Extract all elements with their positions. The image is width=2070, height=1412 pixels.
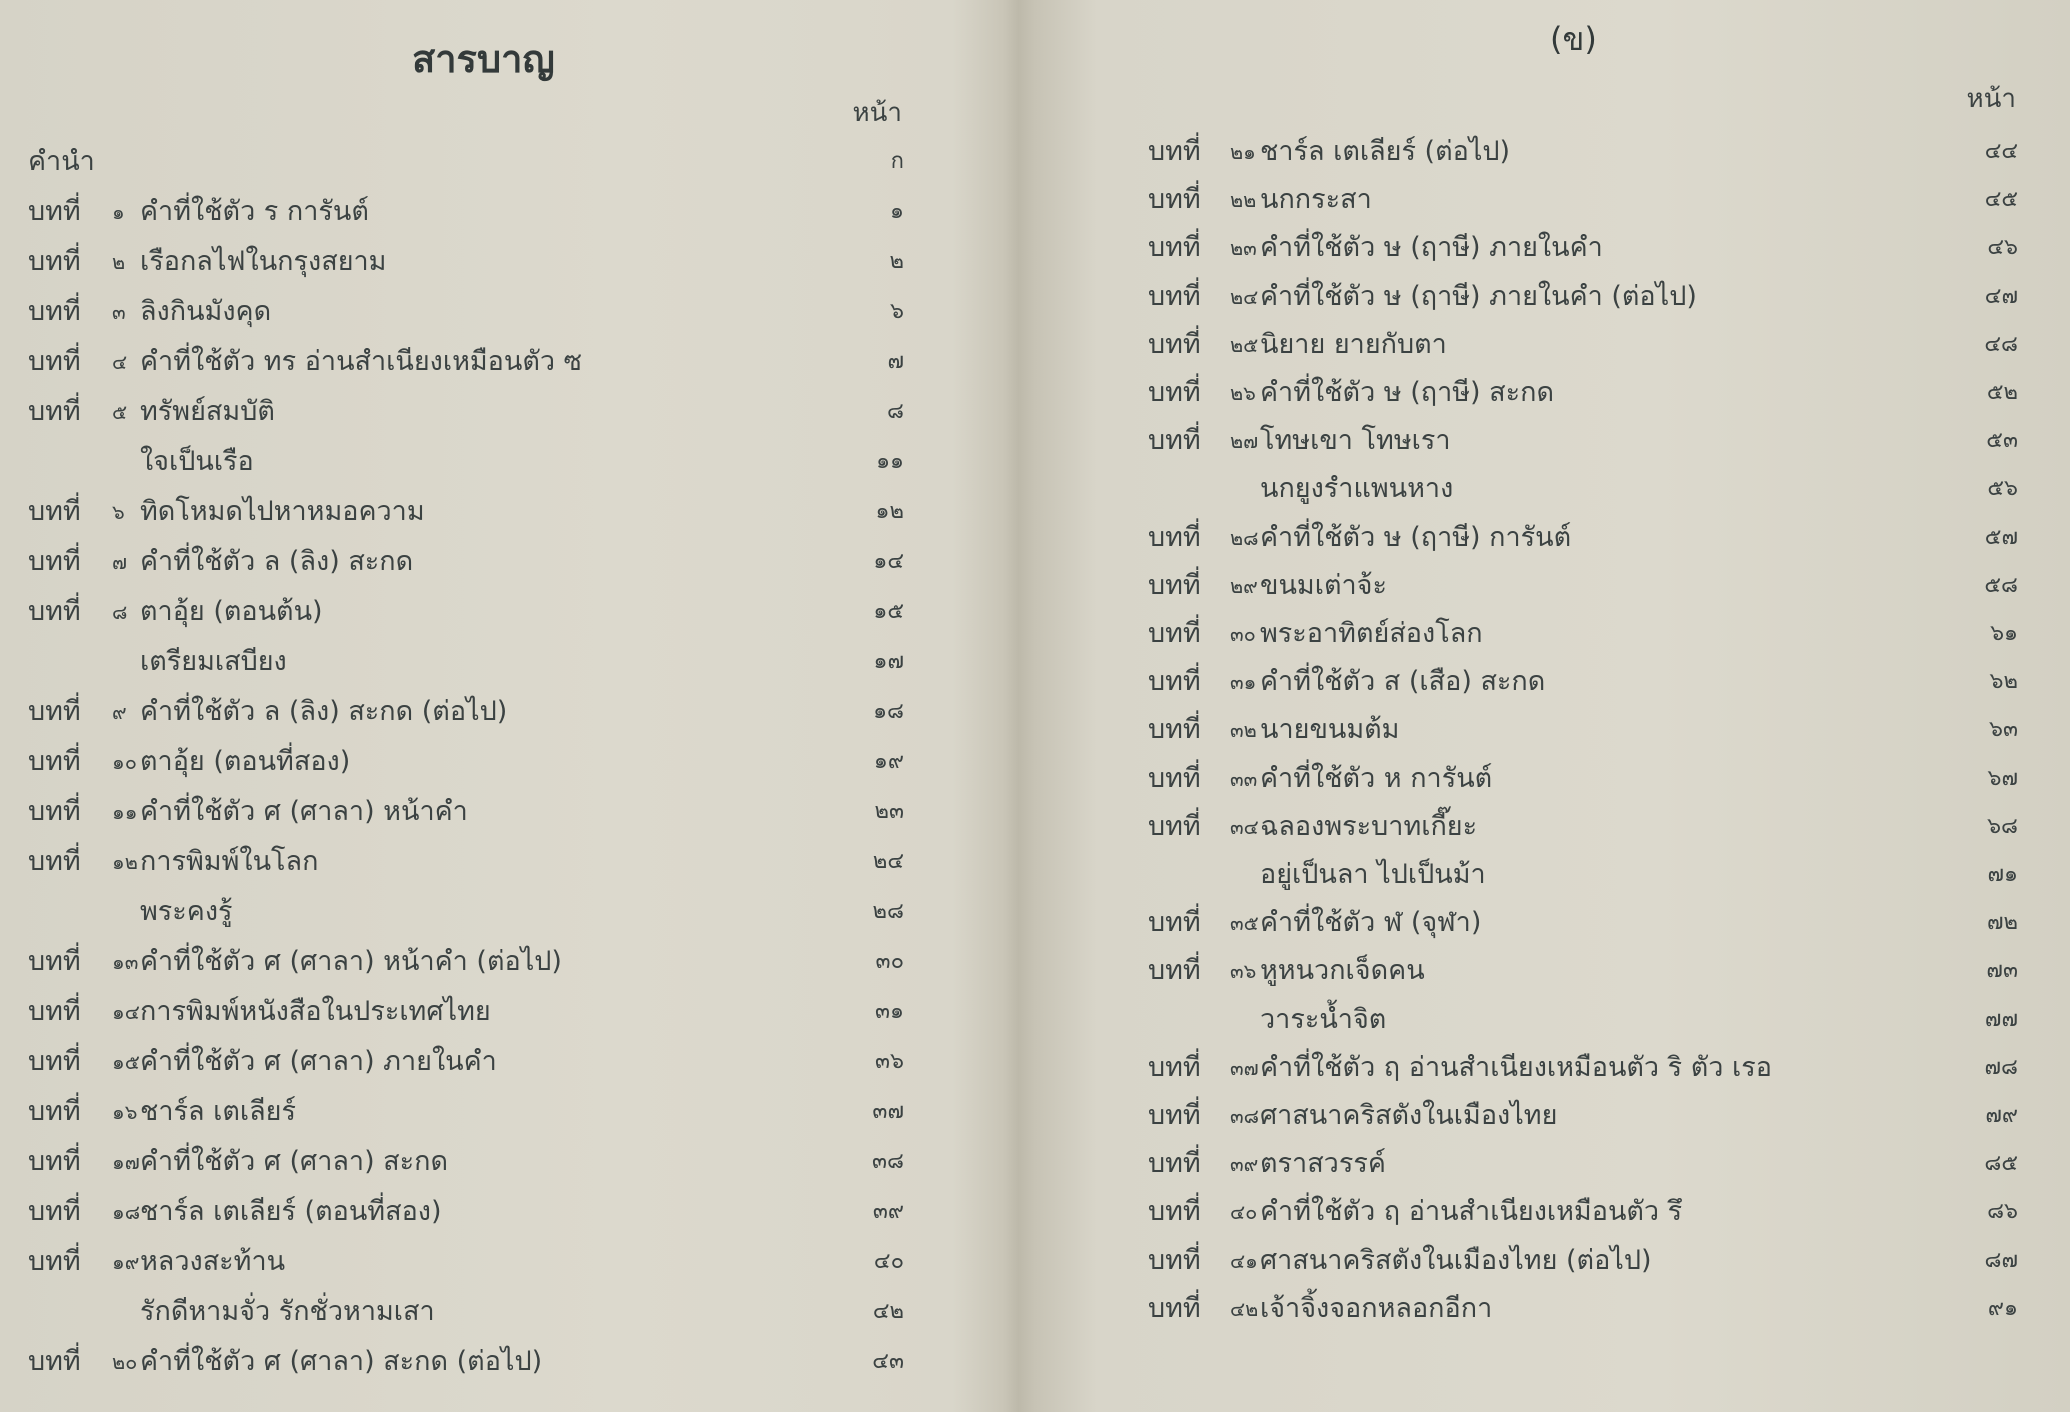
chapter-title: คำที่ใช้ตัว ทร อ่านสำเนียงเหมือนตัว ซ [140, 346, 582, 377]
chapter-title: นายขนมต้ม [1260, 714, 1400, 746]
toc-entry [28, 240, 904, 284]
chapter-number: ๑๕ [112, 1050, 140, 1074]
toc-entry [1148, 1046, 2018, 1090]
chapter-number: ๒๗ [1230, 429, 1259, 454]
toc-entry [28, 1090, 904, 1134]
toc-entry [28, 140, 904, 184]
chapter-title: ทิดโหมดไปหาหมอความ [140, 496, 425, 527]
chapter-label: บทที่ [1148, 184, 1201, 216]
chapter-number: ๑ [112, 200, 125, 224]
chapter-title: คำที่ใช้ตัว ล (ลิง) สะกด [140, 546, 414, 577]
toc-entry [1148, 998, 2018, 1042]
chapter-label: บทที่ [1148, 1100, 1201, 1131]
page-number: ๑๘ [873, 699, 904, 724]
page-number: ๖๗ [1987, 765, 2018, 791]
page-number: ๕๗ [1984, 524, 2018, 550]
chapter-number: ๔๑ [1230, 1248, 1258, 1273]
page-column-header: หน้า [852, 98, 902, 128]
toc-entry [28, 1040, 904, 1084]
toc-entry [28, 290, 904, 334]
chapter-title: ชาร์ล เตเลียร์ (ต่อไป) [1260, 136, 1511, 167]
toc-entry [1148, 467, 2018, 511]
page-number: ๒ [889, 249, 904, 274]
chapter-label: บทที่ [28, 996, 81, 1027]
page-number: ๓๑ [874, 999, 904, 1024]
page-number: ๖๒ [1989, 669, 2018, 695]
chapter-label: บทที่ [1148, 521, 1201, 553]
chapter-label: บทที่ [1148, 666, 1201, 698]
page-number: ๓๗ [872, 1099, 904, 1124]
chapter-number: ๗ [112, 550, 128, 574]
toc-entry [28, 640, 904, 684]
toc-entry [28, 790, 904, 834]
toc-entry [28, 890, 904, 934]
chapter-number: ๓๕ [1230, 911, 1259, 936]
page-number: ๔๐ [873, 1249, 904, 1274]
chapter-label: บทที่ [28, 246, 81, 277]
toc-entry [1148, 660, 2018, 704]
toc-entry [1148, 226, 2018, 270]
chapter-number: ๑๘ [112, 1200, 141, 1224]
chapter-label: บทที่ [28, 396, 81, 427]
chapter-number: ๓๓ [1230, 766, 1258, 791]
chapter-title: คำที่ใช้ตัว ศ (ศาลา) สะกด (ต่อไป) [140, 1346, 543, 1377]
toc-entry [1148, 1287, 2018, 1331]
page-number: ๑๗ [873, 649, 904, 674]
page-number: ๒๓ [874, 799, 904, 824]
page-number: ๑๙ [873, 749, 904, 774]
chapter-label: บทที่ [28, 496, 81, 527]
toc-entry [28, 490, 904, 534]
toc-entry [1148, 853, 2018, 897]
chapter-label: บทที่ [1148, 1148, 1201, 1180]
chapter-number: ๓๐ [1230, 622, 1256, 646]
page-number: ๗ [887, 349, 904, 374]
page-number: ๔๘ [1984, 331, 2018, 357]
chapter-title: ทรัพย์สมบัติ [140, 396, 275, 427]
page-number: ๓๘ [871, 1149, 904, 1174]
chapter-label: บทที่ [1148, 328, 1201, 360]
chapter-number: ๔๒ [1230, 1296, 1259, 1321]
chapter-label: บทที่ [28, 546, 81, 577]
chapter-label: บทที่ [28, 196, 81, 227]
toc-entry [28, 340, 904, 384]
chapter-number: ๓ [112, 300, 126, 324]
toc-entry [1148, 757, 2018, 801]
chapter-label: บทที่ [28, 846, 81, 877]
toc-entry [1148, 516, 2018, 560]
chapter-label: บทที่ [1148, 907, 1201, 939]
toc-entry [28, 940, 904, 984]
chapter-title: รักดีหามจั่ว รักชั่วหามเสา [140, 1296, 435, 1327]
chapter-number: ๑๐ [112, 750, 137, 774]
toc-entry [1148, 708, 2018, 752]
toc-entry [28, 740, 904, 784]
chapter-title: คำที่ใช้ตัว ศ (ศาลา) หน้าคำ (ต่อไป) [140, 946, 562, 977]
page-number: ๕๘ [1984, 572, 2018, 598]
page-number: ๑๑ [876, 449, 904, 474]
toc-entry [28, 440, 904, 484]
chapter-title: คำที่ใช้ตัว ศ (ศาลา) ภายในคำ [140, 1046, 497, 1077]
toc-entry [1148, 949, 2018, 993]
chapter-number: ๓๔ [1230, 814, 1259, 839]
page-number: ๑๔ [873, 549, 904, 574]
chapter-title: การพิมพ์หนังสือในประเทศไทย [140, 996, 491, 1027]
chapter-label: บทที่ [28, 1046, 81, 1077]
page-number: ๓๖ [874, 1049, 904, 1074]
toc-entry [28, 1190, 904, 1234]
page-number: ๖๑ [1990, 621, 2018, 646]
toc-entry [1148, 1239, 2018, 1283]
chapter-number: ๒ [112, 250, 126, 274]
page-number: ๘ [887, 399, 904, 424]
page-number: ๑๒ [875, 499, 904, 524]
page-number: ๑๕ [873, 599, 904, 624]
page-number: ๗๑ [1987, 862, 2018, 887]
chapter-number: ๑๙ [112, 1250, 140, 1274]
chapter-title: คำที่ใช้ตัว ษ (ฤาษี) ภายในคำ [1260, 232, 1603, 264]
chapter-label: บทที่ [28, 796, 81, 827]
toc-entry [28, 990, 904, 1034]
toc-entry [28, 840, 904, 884]
chapter-label: บทที่ [28, 1346, 81, 1377]
toc-entry [1148, 419, 2018, 463]
page-number: ๔๗ [1984, 283, 2018, 309]
chapter-title: ชาร์ล เตเลียร์ [140, 1096, 296, 1127]
chapter-label: บทที่ [1148, 136, 1201, 167]
chapter-title: คำที่ใช้ตัว ร การันต์ [140, 196, 369, 227]
chapter-number: ๑๓ [112, 950, 139, 974]
chapter-number: ๑๗ [112, 1150, 140, 1174]
page-number: ๔๓ [872, 1349, 904, 1374]
toc-entry [1148, 901, 2018, 945]
chapter-number: ๓๘ [1230, 1104, 1260, 1128]
chapter-label: บทที่ [1148, 569, 1201, 601]
chapter-number: ๒๓ [1230, 236, 1257, 261]
chapter-label: บทที่ [28, 1146, 81, 1177]
toc-entry [1148, 612, 2018, 656]
page-number: ๗๗ [1984, 1006, 2018, 1032]
chapter-title: พระคงรู้ [140, 896, 233, 927]
page-number: ๗๓ [1986, 958, 2018, 984]
toc-entry [28, 1240, 904, 1284]
toc-entry [28, 690, 904, 734]
toc-entry [1148, 805, 2018, 849]
chapter-label: บทที่ [1148, 425, 1201, 457]
chapter-label: บทที่ [1148, 714, 1201, 746]
chapter-label: บทที่ [28, 1196, 81, 1227]
page-number: ๔๔ [1984, 139, 2018, 164]
chapter-title: ขนมเต่าจ้ะ [1260, 569, 1387, 601]
chapter-label: บทที่ [1148, 377, 1201, 408]
page-number: ๘๗ [1984, 1247, 2018, 1273]
chapter-title: ลิงกินมังคุด [140, 296, 272, 327]
chapter-number: ๒๖ [1230, 381, 1256, 405]
chapter-label: บทที่ [28, 946, 81, 977]
toc-entry [1148, 1190, 2018, 1234]
page-number: ๗๒ [1986, 910, 2018, 936]
toc-entry [28, 1140, 904, 1184]
chapter-number: ๓๒ [1230, 718, 1257, 743]
page-number-label: (ข) [1550, 20, 1597, 58]
chapter-number: ๑๑ [112, 800, 138, 824]
page-number: ๕๓ [1986, 428, 2018, 454]
chapter-title: ตราสวรรค์ [1260, 1148, 1386, 1180]
page-number: ๖๓ [1988, 717, 2018, 743]
chapter-label: บทที่ [1148, 232, 1201, 264]
chapter-title: ตาอุ้ย (ตอนต้น) [140, 596, 323, 627]
chapter-title: ศาสนาคริสตังในเมืองไทย [1260, 1100, 1558, 1131]
left-page [0, 0, 1010, 1412]
toc-entry [28, 1340, 904, 1384]
chapter-title: เรือกลไฟในกรุงสยาม [140, 246, 387, 277]
chapter-number: ๒๙ [1230, 573, 1258, 598]
chapter-label: บทที่ [28, 696, 81, 727]
chapter-title: ชาร์ล เตเลียร์ (ตอนที่สอง) [140, 1196, 442, 1227]
chapter-title: นกกระสา [1260, 184, 1372, 216]
chapter-number: ๑๖ [112, 1100, 138, 1124]
chapter-title: คำที่ใช้ตัว ษ (ฤาษี) การันต์ [1260, 521, 1572, 553]
chapter-title: คำที่ใช้ตัว ฬ (จุฬา) [1260, 907, 1482, 939]
page-number: ๖ [890, 299, 904, 324]
chapter-title: เจ้าจิ้งจอกหลอกอีกา [1260, 1292, 1493, 1324]
chapter-number: ๓๙ [1230, 1152, 1259, 1177]
page-number: ๖๘ [1987, 813, 2018, 839]
chapter-title: คำที่ใช้ตัว ษ (ฤาษี) สะกด [1260, 377, 1555, 408]
chapter-number: ๒๑ [1230, 140, 1256, 164]
chapter-number: ๕ [112, 400, 128, 424]
toc-entry [1148, 371, 2018, 415]
toc-entry [28, 1290, 904, 1334]
page-number: ๘๕ [1984, 1151, 2018, 1177]
chapter-number: ๒๐ [112, 1350, 138, 1374]
chapter-label: บทที่ [1148, 1244, 1201, 1276]
page-title: สารบาญ [412, 37, 555, 81]
toc-entry [1148, 275, 2018, 319]
toc-entry [28, 590, 904, 634]
chapter-title: ฉลองพระบาทเกี๊ยะ [1260, 810, 1478, 842]
chapter-number: ๔ [112, 350, 128, 374]
chapter-title: ศาสนาคริสตังในเมืองไทย (ต่อไป) [1260, 1244, 1652, 1276]
chapter-title: พระอาทิตย์ส่องโลก [1260, 618, 1483, 649]
chapter-number: ๒๔ [1230, 284, 1259, 309]
chapter-title: คำที่ใช้ตัว ศ (ศาลา) หน้าคำ [140, 796, 468, 827]
right-page [1030, 0, 2070, 1412]
chapter-title: ตาอุ้ย (ตอนที่สอง) [140, 746, 351, 777]
chapter-number: ๒๕ [1230, 332, 1259, 357]
chapter-title: คำที่ใช้ตัว ห การันต์ [1260, 762, 1493, 794]
chapter-title: หูหนวกเจ็ดคน [1260, 955, 1425, 987]
page-number: ๓๙ [872, 1199, 904, 1224]
toc-entry [1148, 130, 2018, 174]
chapter-number: ๒๘ [1230, 525, 1259, 550]
page-number: ๗๙ [1985, 1103, 2018, 1128]
chapter-label: บทที่ [28, 1096, 81, 1127]
chapter-label: บทที่ [28, 596, 81, 627]
chapter-title: คำที่ใช้ตัว ส (เสือ) สะกด [1260, 666, 1546, 698]
chapter-title: นกยูงรำแพนหาง [1260, 473, 1454, 505]
chapter-number: ๑๒ [112, 850, 138, 874]
chapter-title: คำที่ใช้ตัว ฤ อ่านสำเนียงเหมือนตัว รึ [1260, 1196, 1683, 1228]
chapter-label: บทที่ [1148, 1292, 1201, 1324]
chapter-number: ๔๐ [1230, 1200, 1258, 1225]
chapter-label: บทที่ [28, 1246, 81, 1277]
chapter-label: บทที่ [1148, 762, 1201, 794]
toc-entry [1148, 323, 2018, 367]
toc-entry [1148, 1094, 2018, 1138]
page-number: ๗๘ [1984, 1054, 2018, 1080]
page-number: ๒๔ [872, 849, 904, 874]
page-number: ๕๖ [1987, 476, 2018, 502]
chapter-title: นิยาย ยายกับตา [1260, 328, 1447, 360]
chapter-label: บทที่ [1148, 1196, 1201, 1228]
page-number: ๔๖ [1987, 235, 2018, 261]
chapter-title: หลวงสะท้าน [140, 1246, 286, 1277]
page-number: ๓๐ [875, 949, 904, 974]
chapter-number: ๙ [112, 700, 127, 724]
chapter-label: บทที่ [1148, 618, 1201, 649]
chapter-label: บทที่ [1148, 810, 1201, 842]
chapter-title: คำที่ใช้ตัว ล (ลิง) สะกด (ต่อไป) [140, 696, 508, 727]
chapter-label: บทที่ [28, 746, 81, 777]
chapter-label: บทที่ [28, 346, 81, 377]
chapter-label: บทที่ [1148, 1051, 1201, 1083]
page-number: ๔๒ [872, 1299, 904, 1324]
toc-entry [1148, 178, 2018, 222]
toc-entry [28, 190, 904, 234]
chapter-title: คำที่ใช้ตัว ฤ อ่านสำเนียงเหมือนตัว ริ ตัว เรอ [1260, 1051, 1772, 1083]
page-number: ๘๖ [1987, 1199, 2018, 1225]
chapter-number: ๘ [112, 600, 128, 624]
chapter-title: โทษเขา โทษเรา [1260, 425, 1451, 457]
chapter-number: ๓๗ [1230, 1055, 1259, 1080]
chapter-number: ๓๖ [1230, 959, 1257, 984]
chapter-title: อยู่เป็นลา ไปเป็นม้า [1260, 859, 1486, 890]
page-number: ๔๕ [1984, 187, 2018, 213]
chapter-label: บทที่ [28, 296, 81, 327]
chapter-number: ๖ [112, 500, 125, 524]
chapter-number: ๒๒ [1230, 188, 1257, 213]
page-number: ๑ [890, 199, 904, 224]
toc-entry [28, 540, 904, 584]
chapter-title: คำที่ใช้ตัว ศ (ศาลา) สะกด [140, 1146, 449, 1177]
chapter-title: เตรียมเสบียง [140, 646, 287, 677]
chapter-title: วาระน้ำจิต [1260, 1003, 1387, 1035]
chapter-label: คำนำ [28, 146, 95, 177]
chapter-label: บทที่ [1148, 955, 1201, 987]
page-number: ๕๒ [1986, 380, 2018, 405]
chapter-title: คำที่ใช้ตัว ษ (ฤาษี) ภายในคำ (ต่อไป) [1260, 280, 1697, 312]
chapter-title: ใจเป็นเรือ [140, 446, 254, 477]
toc-entry [1148, 1142, 2018, 1186]
toc-entry [1148, 564, 2018, 608]
page-number: ๙๑ [1987, 1295, 2018, 1321]
chapter-title: การพิมพ์ในโลก [140, 846, 319, 877]
toc-entry [28, 390, 904, 434]
chapter-label: บทที่ [1148, 280, 1201, 312]
chapter-number: ๑๔ [112, 1000, 140, 1024]
page-number: ๒๘ [872, 899, 904, 924]
chapter-number: ๓๑ [1230, 670, 1257, 695]
page-number: ก [890, 149, 904, 174]
page-column-header: หน้า [1966, 84, 2016, 114]
